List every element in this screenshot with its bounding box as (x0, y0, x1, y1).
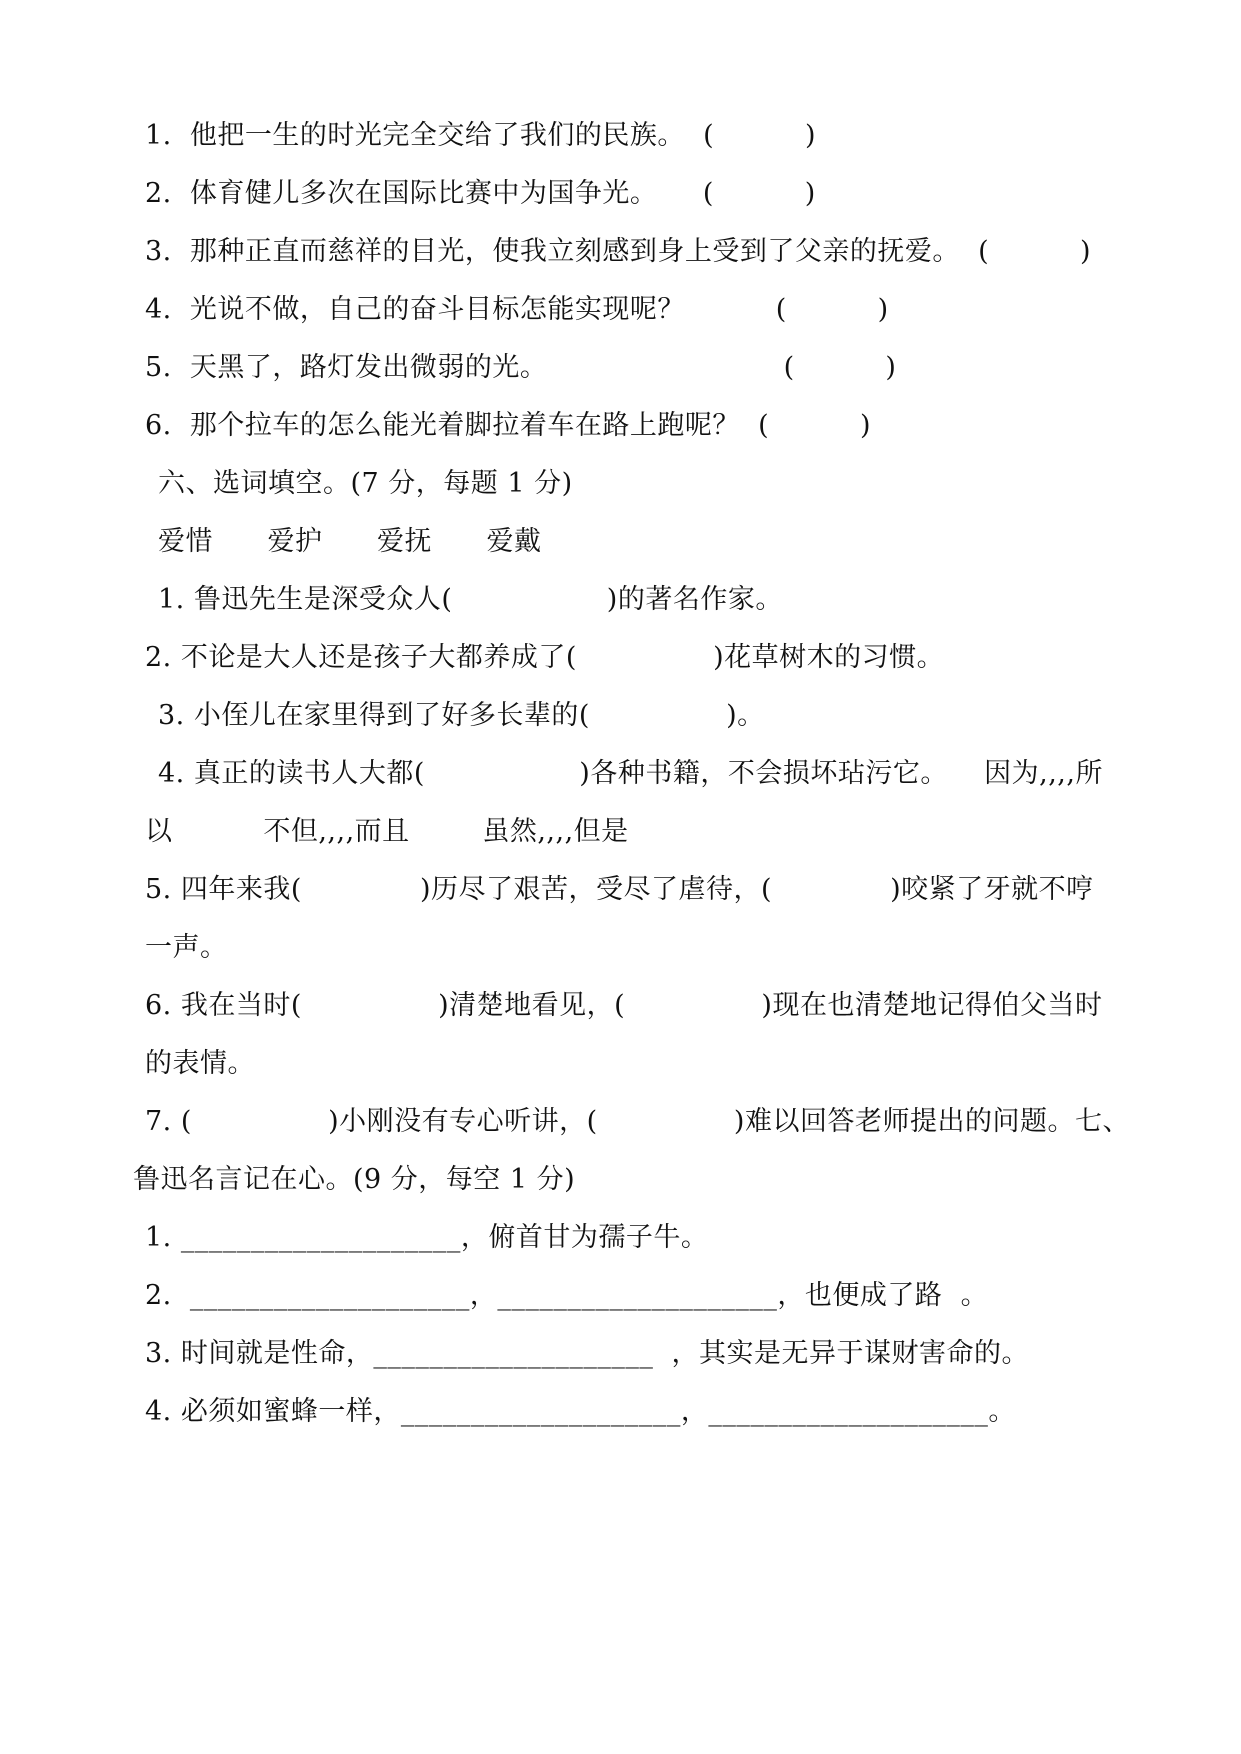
fill-conjunctions: 以 不但,,,,而且 虽然,,,,但是 (145, 816, 629, 847)
section7-heading: 鲁迅名言记在心。(9 分，每空 1 分) (133, 1164, 576, 1195)
judge-item-6: 6. 那个拉车的怎么能光着脚拉着车在路上跑呢？ ( ) (145, 410, 871, 441)
quote-item-3: 3. 时间就是性命，____________________ ，其实是无异于谋财害命的。 (145, 1338, 1030, 1369)
quote-item-2: 2. ____________________，____________________，也便成了路 。 (145, 1280, 989, 1311)
fill-item-7: 7. ( )小刚没有专心听讲，( )难以回答老师提出的问题。七、 (145, 1106, 1130, 1137)
fill-item-5: 5. 四年来我( )历尽了艰苦，受尽了虐待，( )咬紧了牙就不哼 (145, 874, 1094, 905)
judge-item-3: 3. 那种正直而慈祥的目光，使我立刻感到身上受到了父亲的抚爱。 ( ) (145, 236, 1091, 267)
quote-item-1: 1. ____________________，俯首甘为孺子牛。 (145, 1222, 709, 1253)
fill-item-6: 6. 我在当时( )清楚地看见，( )现在也清楚地记得伯父当时 (145, 990, 1103, 1021)
section6-heading: 六、选词填空。(7 分，每题 1 分) (158, 468, 573, 499)
fill-item-3: 3. 小侄儿在家里得到了好多长辈的( )。 (158, 700, 765, 731)
fill-item-1: 1. 鲁迅先生是深受众人( )的著名作家。 (158, 584, 783, 615)
judge-item-1: 1. 他把一生的时光完全交给了我们的民族。 ( ) (145, 120, 816, 151)
fill-item-5-cont: 一声。 (145, 932, 228, 963)
quote-item-4: 4. 必须如蜜蜂一样，____________________，____________________。 (145, 1396, 1016, 1427)
fill-item-4: 4. 真正的读书人大都( )各种书籍，不会损坏玷污它。 因为,,,,所 (158, 758, 1103, 789)
judge-item-2: 2. 体育健儿多次在国际比赛中为国争光。 ( ) (145, 178, 816, 209)
judge-item-5: 5. 天黑了，路灯发出微弱的光。 ( ) (145, 352, 897, 383)
judge-item-4: 4. 光说不做，自己的奋斗目标怎能实现呢？ ( ) (145, 294, 889, 325)
fill-item-6-cont: 的表情。 (145, 1048, 255, 1079)
section6-word-bank: 爱惜 爱护 爱抚 爱戴 (158, 526, 542, 557)
fill-item-2: 2. 不论是大人还是孩子大都养成了( )花草树木的习惯。 (145, 642, 945, 673)
